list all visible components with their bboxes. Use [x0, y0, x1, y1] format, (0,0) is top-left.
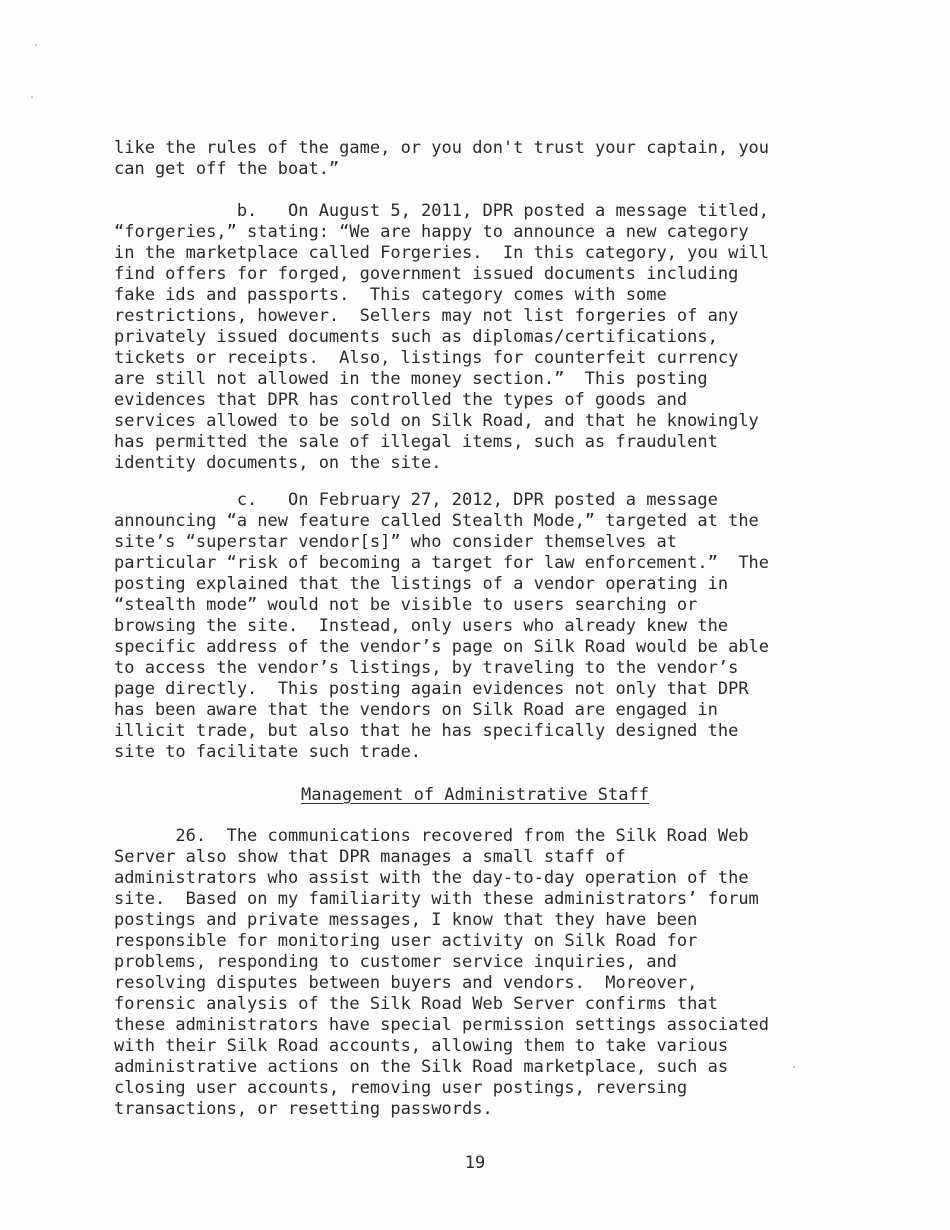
paragraph-b: b. On August 5, 2011, DPR posted a message titled, “forgeries,” stating: “We are happy to announce a new category in the marketplace called Forgeries. In this category, you will find offers for forged, government issued documents including fake ids and passports. This category comes with some restrictions, however. Sellers may not list forgeries of any privately issued documents such as diplomas/certifications, tickets or receipts. Also, listings for counterfeit currency are still not allowed in the money section.” This posting evidences that DPR has controlled the types of goods and services allowed to be sold on Silk Road, and that he knowingly has permitted the sale of illegal items, such as fraudulent identity documents, on the site. — [114, 201, 770, 473]
scan-speck — [35, 44, 37, 46]
section-heading: Management of Administrative Staff — [301, 785, 649, 805]
paragraph-26: 26. The communications recovered from the Silk Road Web Server also show that DPR manages a small staff of administrators who assist with the day-to-day operation of the site. Based on my familiarity with these administrators’ forum postings and private messages, I know that they have been responsible for monitoring user activity on Silk Road for problems, responding to customer service inquiries, and resolving disputes between buyers and vendors. Moreover, forensic analysis of the Silk Road Web Server confirms that these administrators have special permission settings associated with their Silk Road accounts, allowing them to take various administrative actions on the Silk Road marketplace, such as closing user accounts, removing user postings, reversing transactions, or resetting passwords. — [114, 826, 770, 1119]
section-heading-wrapper — [0, 785, 950, 806]
page-number: 19 — [464, 1153, 486, 1173]
scan-speck — [793, 1066, 795, 1068]
continuation-paragraph: like the rules of the game, or you don't trust your captain, you can get off the boat.” — [114, 138, 770, 179]
scan-speck — [31, 96, 33, 98]
paragraph-c: c. On February 27, 2012, DPR posted a message announcing “a new feature called Stealth Mode,” targeted at the site’s “superstar vendor[s]” who consider themselves at particular “risk of becoming a target for law enforcement.” The posting explained that the listings of a vendor operating in “stealth mode” would not be visible to users searching or browsing the site. Instead, only users who already knew the specific address of the vendor’s page on Silk Road would be able to access the vendor’s listings, by traveling to the vendor’s page directly. This posting again evidences not only that DPR has been aware that the vendors on Silk Road are engaged in illicit trade, but also that he has specifically designed the site to facilitate such trade. — [114, 490, 770, 762]
